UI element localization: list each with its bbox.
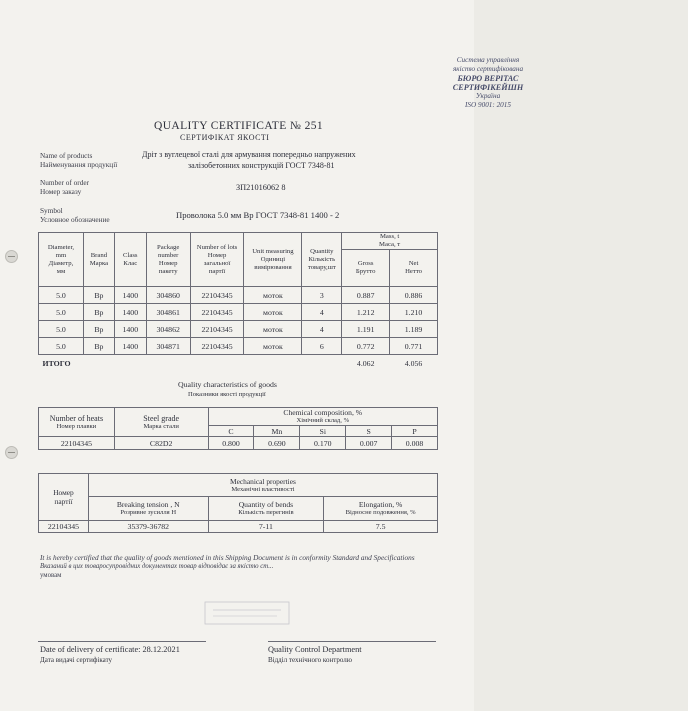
mech-title-ua: Механічні властивості — [231, 485, 295, 493]
order-value: ЗП21016062 8 — [236, 183, 286, 192]
cell-package: 304860 — [146, 287, 190, 304]
cell-gross: 1.191 — [342, 321, 390, 338]
steel-label-en: Steel grade — [143, 413, 180, 423]
cell-net: 1.210 — [390, 304, 438, 321]
elong-header — [324, 497, 438, 521]
order-label — [40, 178, 89, 196]
cell-diameter: 5.0 — [39, 304, 84, 321]
iso-certification-stamp — [288, 56, 524, 110]
packages-table — [38, 232, 438, 371]
qc-department-ua: Відділ технічного контролю — [268, 656, 352, 664]
lot-label-ua: партії — [54, 497, 73, 506]
cell-brand: Вр — [83, 321, 114, 338]
cell-net: 1.189 — [390, 321, 438, 338]
cell-diameter: 5.0 — [39, 287, 84, 304]
quality-title-ua: Показники якості продукції — [188, 391, 266, 398]
bends-label-en: Quantity of bends — [238, 500, 294, 509]
cell-net: 0.771 — [390, 338, 438, 355]
stamp-line: якістю сертифікована — [452, 65, 524, 73]
chem-value-s: 0.007 — [346, 437, 392, 450]
chem-header — [208, 408, 437, 426]
cell-lots: 22104345 — [190, 287, 244, 304]
products-value-line1: Дріт з вуглецевої сталі для армування попередньо напружених — [142, 150, 356, 159]
cell-package: 304862 — [146, 321, 190, 338]
symbol-label — [40, 206, 110, 224]
cell-class: 1400 — [114, 304, 146, 321]
certification-en: It is hereby certified that the quality of goods mentioned in this Shipping Document is in conformity Standard and Specifications — [40, 553, 415, 562]
chemical-table — [38, 407, 438, 450]
chem-value-si: 0.170 — [300, 437, 346, 450]
elong-label-ua: Відносне подовження, % — [345, 509, 416, 516]
cell-package: 304871 — [146, 338, 190, 355]
mech-header — [88, 474, 437, 497]
stamp-line: Україна — [475, 92, 501, 100]
heats-label-ua: Номер плавки — [56, 422, 97, 430]
cell-brand: Вр — [83, 304, 114, 321]
products-value-line2: залізобетонних конструкцій ГОСТ 7348-81 — [188, 161, 335, 170]
total-gross: 4.062 — [356, 358, 375, 368]
bends-value: 7-11 — [208, 521, 324, 533]
tension-header — [88, 497, 208, 521]
stamp-line: ISO 9001: 2015 — [465, 101, 511, 109]
faint-stamp-impression — [187, 598, 307, 630]
qc-department: Quality Control Department — [268, 645, 362, 654]
mech-title-en: Mechanical properties — [230, 476, 296, 486]
package-row — [39, 287, 438, 304]
cell-gross: 0.887 — [342, 287, 390, 304]
cell-quantity: 6 — [302, 338, 342, 355]
tension-value: 35379-36782 — [88, 521, 208, 533]
cell-net: 0.886 — [390, 287, 438, 304]
chem-value-p: 0.008 — [392, 437, 438, 450]
chem-element-header: S — [346, 426, 392, 437]
col-lots: Number of lots Номер загальної партії — [190, 233, 244, 287]
cell-lots: 22104345 — [190, 338, 244, 355]
symbol-label-ua: Условное обозначение — [40, 215, 110, 224]
delivery-date: Date of delivery of certificate: 28.12.2021 — [40, 645, 180, 654]
delivery-date-ua: Дата видачі сертифікату — [40, 656, 113, 664]
chem-element-header: C — [208, 426, 254, 437]
bends-label-ua: Кількість перегинів — [238, 509, 294, 516]
cell-package: 304861 — [146, 304, 190, 321]
tension-label-ua: Розривне зусилля Н — [120, 509, 177, 516]
cell-diameter: 5.0 — [39, 338, 84, 355]
cell-quantity: 4 — [302, 304, 342, 321]
package-row — [39, 304, 438, 321]
chem-value-mn: 0.690 — [254, 437, 300, 450]
chem-label-en: Chemical composition, % — [283, 408, 363, 417]
order-label-en: Number of order — [40, 178, 90, 187]
tension-label-en: Breaking tension , N — [116, 500, 180, 509]
col-gross: Gross Брутто — [342, 250, 390, 287]
date-signature-line — [38, 641, 206, 642]
package-row — [39, 338, 438, 355]
certification-statement — [40, 553, 440, 580]
chem-element-header: Si — [300, 426, 346, 437]
package-row — [39, 321, 438, 338]
cell-unit: моток — [244, 338, 302, 355]
mech-lot-value: 22104345 — [39, 521, 89, 533]
heat-value: 22104345 — [39, 437, 115, 450]
chem-value-c: 0.800 — [208, 437, 254, 450]
elong-label-en: Elongation, % — [358, 500, 403, 509]
certificate-title: QUALITY CERTIFICATE № 251 — [154, 120, 324, 132]
cell-quantity: 3 — [302, 287, 342, 304]
certification-ua-line1: Вказаний в цих товаросупровідних документах товар відповідає за якістю ст... — [40, 563, 274, 570]
cell-unit: моток — [244, 287, 302, 304]
cell-gross: 0.772 — [342, 338, 390, 355]
cell-class: 1400 — [114, 287, 146, 304]
col-net: Net Нетто — [390, 250, 438, 287]
cell-brand: Вр — [83, 338, 114, 355]
quality-title-en: Quality characteristics of goods — [178, 380, 277, 389]
certification-ua-line2: умовам — [40, 572, 62, 579]
order-label-ua: Номер заказу — [40, 187, 82, 196]
cell-gross: 1.212 — [342, 304, 390, 321]
cell-class: 1400 — [114, 321, 146, 338]
total-net: 4.056 — [404, 358, 423, 368]
col-mass: Mass, t Маса, т — [342, 233, 438, 250]
products-label-en: Name of products — [40, 151, 93, 160]
cell-brand: Вр — [83, 287, 114, 304]
heats-header — [39, 408, 115, 437]
chem-label-ua: Хімічний склад, % — [296, 417, 350, 424]
stamp-line: БЮРО ВЕРІТАС — [457, 74, 519, 83]
stamp-line: Система управління — [456, 56, 520, 64]
steel-label-ua: Марка стали — [143, 422, 179, 430]
col-class: Class Клас — [114, 233, 146, 287]
steel-header — [114, 408, 208, 437]
chem-element-header: P — [392, 426, 438, 437]
elong-value: 7.5 — [324, 521, 438, 533]
products-label-ua: Найменування продукції — [40, 160, 118, 169]
products-label — [40, 151, 117, 169]
lot-header — [39, 474, 89, 521]
cell-unit: моток — [244, 321, 302, 338]
symbol-value: Проволока 5.0 мм Вр ГОСТ 7348-81 1400 - 2 — [176, 210, 340, 220]
bends-header — [208, 497, 324, 521]
col-package: Package number Номер пакету — [146, 233, 190, 287]
packages-body — [39, 287, 438, 355]
total-label: ИТОГО — [42, 358, 71, 368]
punch-hole-top — [5, 250, 18, 263]
cell-unit: моток — [244, 304, 302, 321]
stamp-line: СЕРТИФІКЕЙШН — [452, 83, 524, 92]
steel-value: C82D2 — [114, 437, 208, 450]
col-brand: Brand Марка — [83, 233, 114, 287]
cell-diameter: 5.0 — [39, 321, 84, 338]
col-quantity: Quantity Кількість товару,шт — [302, 233, 342, 287]
cell-quantity: 4 — [302, 321, 342, 338]
cell-lots: 22104345 — [190, 304, 244, 321]
certificate-subtitle: СЕРТИФІКАТ ЯКОСТІ — [180, 133, 270, 142]
col-diameter: Diameter, mm Діаметр, мм — [39, 233, 84, 287]
cell-class: 1400 — [114, 338, 146, 355]
chem-element-header: Mn — [254, 426, 300, 437]
heats-label-en: Number of heats — [49, 413, 104, 423]
mechanical-table — [38, 473, 438, 533]
qc-signature-line — [268, 641, 436, 642]
punch-hole-bottom — [5, 446, 18, 459]
col-unit: Unit measuring Одиниці вимірювання — [244, 233, 302, 287]
cell-lots: 22104345 — [190, 321, 244, 338]
lot-label-en: Номер — [53, 488, 74, 497]
symbol-label-en: Symbol — [40, 206, 63, 215]
